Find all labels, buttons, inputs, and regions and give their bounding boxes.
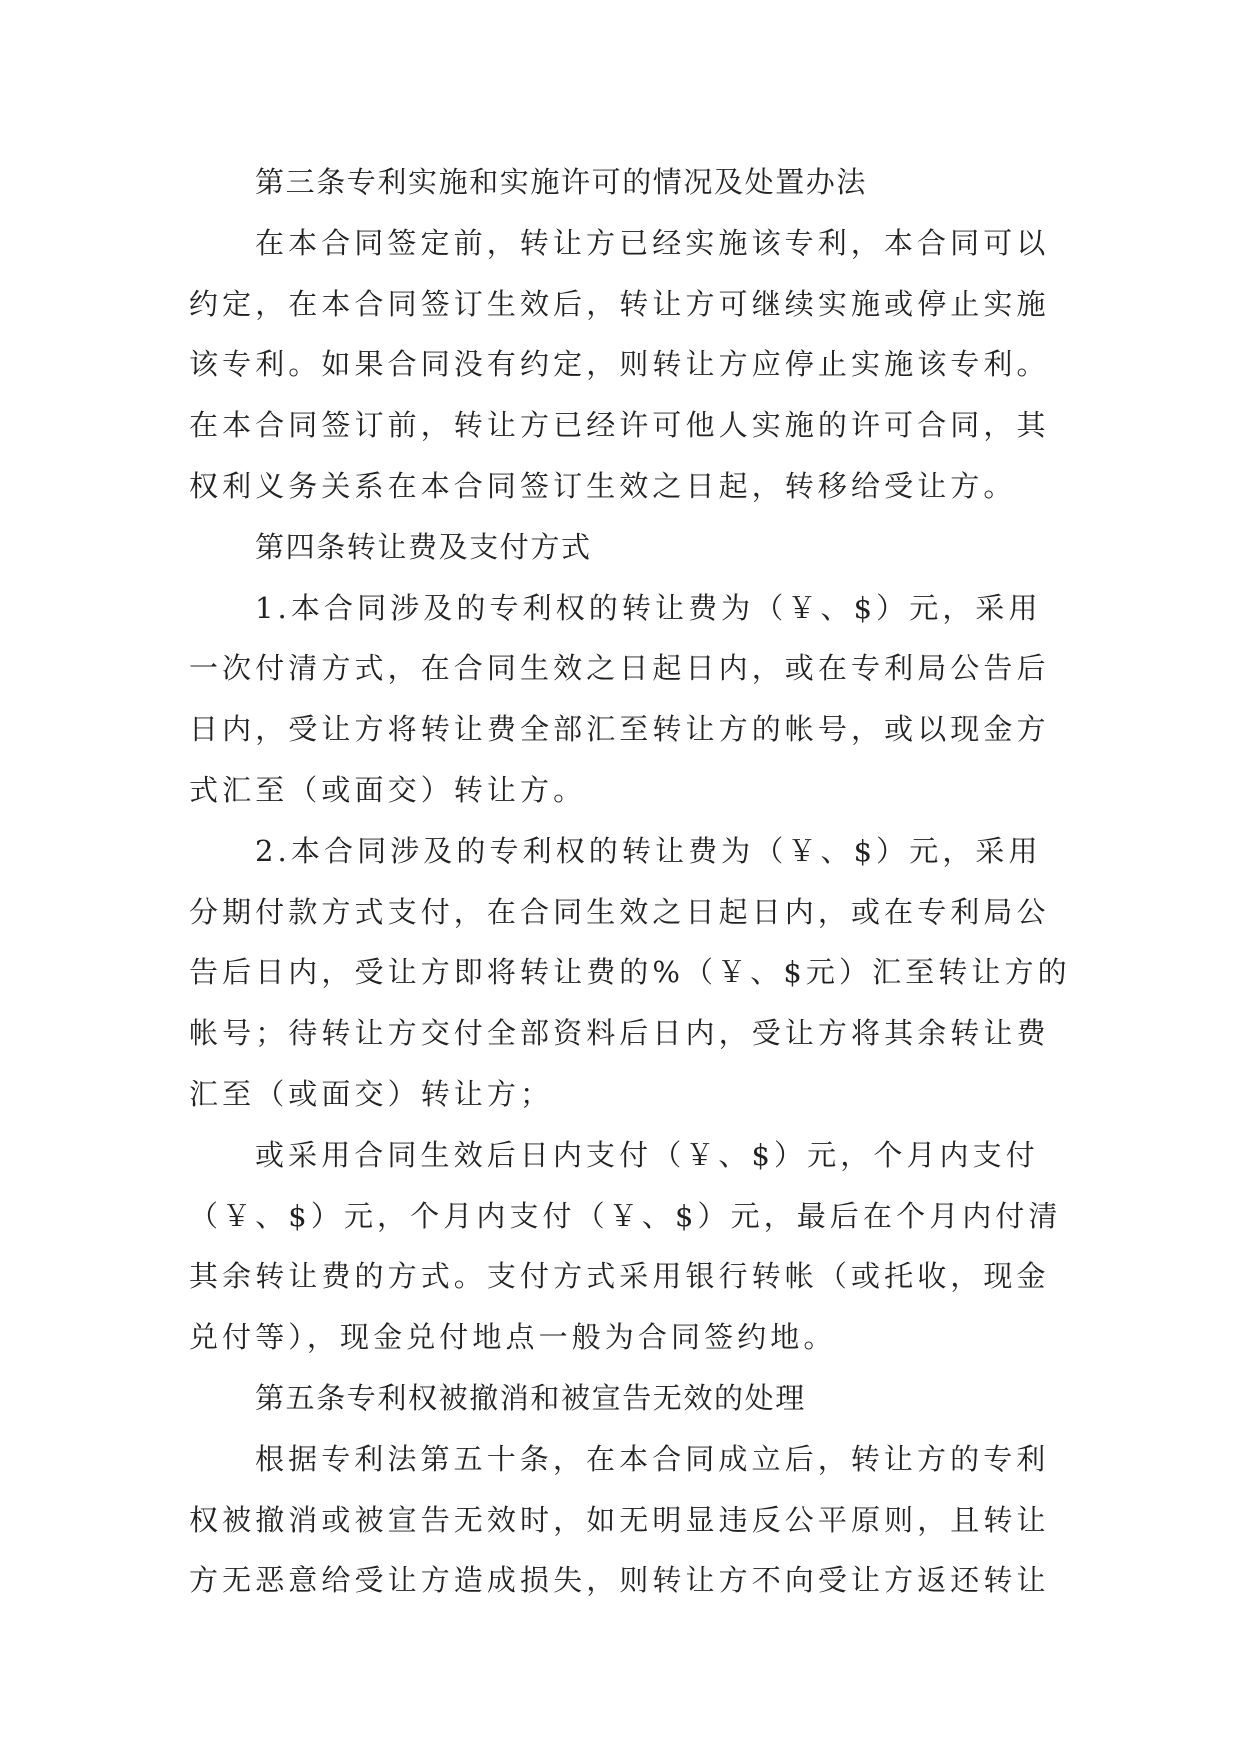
paragraph-line: 兑付等），现金兑付地点一般为合同签约地。	[189, 1320, 837, 1355]
article-5-heading: 第五条专利权被撤消和被宣告无效的处理	[255, 1380, 806, 1415]
paragraph-line: 根据专利法第五十条，在本合同成立后，转让方的专利	[255, 1441, 1050, 1476]
paragraph-line: 该专利。如果合同没有约定，则转让方应停止实施该专利。	[189, 347, 1050, 382]
paragraph-line: 式汇至（或面交）转让方。	[189, 772, 587, 807]
paragraph-line: 汇至（或面交）转让方；	[189, 1076, 554, 1111]
paragraph-line: 在本合同签定前，转让方已经实施该专利，本合同可以	[255, 225, 1050, 260]
article-4-heading: 第四条转让费及支付方式	[255, 529, 592, 564]
article-3-heading: 第三条专利实施和实施许可的情况及处置办法	[255, 165, 868, 199]
document-body	[189, 152, 1069, 1611]
paragraph-line: （￥、$）元，个月内支付（￥、$）元，最后在个月内付清	[189, 1198, 1062, 1233]
paragraph-line: 方无恶意给受让方造成损失，则转让方不向受让方返还转让	[189, 1563, 1050, 1598]
paragraph-line: 其余转让费的方式。支付方式采用银行转帐（或托收，现金	[189, 1259, 1050, 1294]
paragraph-line: 2.本合同涉及的专利权的转让费为（￥、$）元，采用	[255, 833, 1042, 868]
paragraph-line: 约定，在本合同签订生效后，转让方可继续实施或停止实施	[189, 286, 1050, 321]
paragraph-line: 或采用合同生效后日内支付（￥、$）元，个月内支付	[255, 1137, 1039, 1172]
paragraph-line: 权被撤消或被宣告无效时，如无明显违反公平原则，且转让	[189, 1502, 1050, 1537]
paragraph-line: 日内，受让方将转让费全部汇至转让方的帐号，或以现金方	[189, 712, 1050, 747]
paragraph-line: 权利义务关系在本合同签订生效之日起，转移给受让方。	[189, 468, 1017, 503]
paragraph-line: 一次付清方式，在合同生效之日起日内，或在专利局公告后	[189, 651, 1050, 686]
paragraph-line: 1.本合同涉及的专利权的转让费为（￥、$）元，采用	[255, 590, 1042, 625]
paragraph-line: 在本合同签订前，转让方已经许可他人实施的许可合同，其	[189, 408, 1050, 443]
paragraph-line: 帐号；待转让方交付全部资料后日内，受让方将其余转让费	[189, 1016, 1050, 1051]
paragraph-line: 分期付款方式支付，在合同生效之日起日内，或在专利局公	[189, 894, 1050, 929]
paragraph-line: 告后日内，受让方即将转让费的%（￥、$元）汇至转让方的	[189, 955, 1071, 990]
